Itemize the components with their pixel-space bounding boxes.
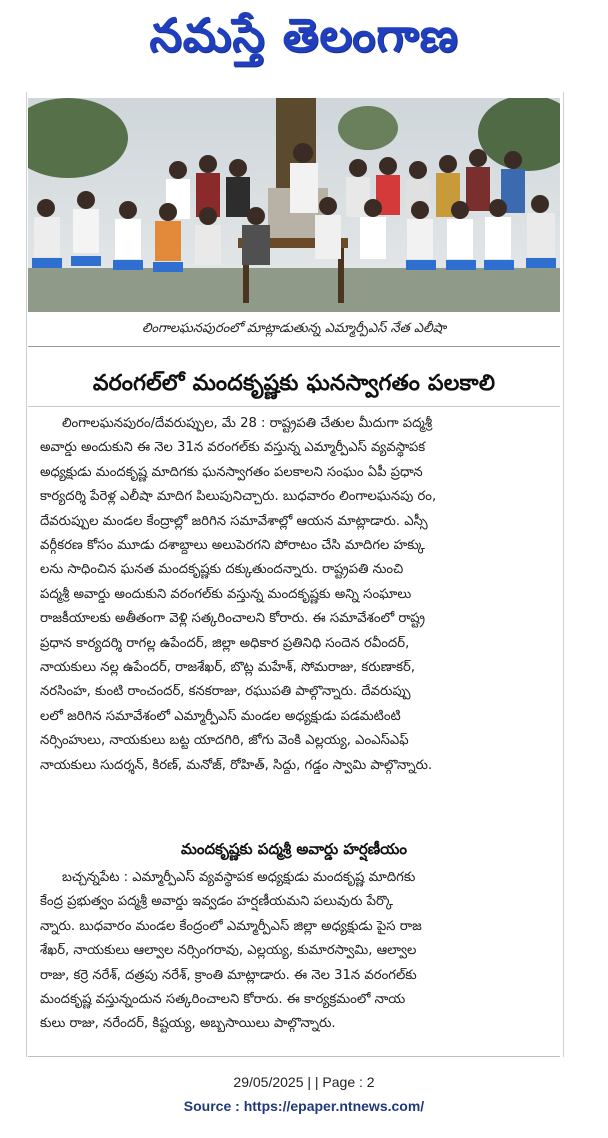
article-body-second <box>40 866 556 1037</box>
body-line: మందకృష్ణ వస్తున్నందున సత్కరించాలని కోరారు. ఈ కార్యక్రమంలో నాయ <box>40 992 406 1008</box>
masthead <box>0 0 608 82</box>
masthead-title: నమస్తే తెలంగాణ <box>149 8 459 62</box>
article-subhead: మందకృష్ణకు పద్మశ్రీ అవార్డు హర్షణీయం <box>180 840 408 858</box>
body-line: లను సాధించిన ఘనత మందకృష్ణకు దక్కుతుందన్నారు. రాష్ట్రపతి నుంచి <box>40 562 404 578</box>
body-line: కులు రాజు, నరేందర్, కిష్టయ్య, అబ్బసాయిలు పాల్గొన్నారు. <box>40 1016 336 1032</box>
article-headline: వరంగల్‌లో మందకృష్ణకు ఘనస్వాగతం పలకాలి <box>92 371 496 396</box>
caption-divider <box>28 346 560 347</box>
body-line: న్నారు. బుధవారం మండల కేంద్రంలో ఎమ్మార్పీఎస్ జిల్లా అధ్యక్షుడు పైస రాజ <box>40 918 422 934</box>
news-photo <box>28 98 560 312</box>
body-line: నరసింహ, కుంటి రాంచందర్, కనకరాజు, రఘుపతి పాల్గొన్నారు. దేవరుప్పు <box>40 684 411 700</box>
body-line: లింగాలఘనపురం/దేవరుప్పుల, మే 28 : రాష్ట్రపతి చేతుల మీదుగా పద్మశ్రీ <box>62 416 433 431</box>
body-line: ప్రధాన కార్యదర్శి రాగల్ల ఉపేందర్, జిల్లా అధికార ప్రతినిధి సందెన రవీందర్, <box>40 635 410 651</box>
headline-divider <box>28 406 560 407</box>
body-line: నాయకులు సుదర్శన్, కిరణ్, మనోజ్, రోహిత్, సిద్దు, గడ్డం స్వామి పాల్గొన్నారు. <box>40 757 433 773</box>
body-line: అవార్డు అందుకుని ఈ నెల 31న వరంగల్‌కు వస్తున్న ఎమ్మార్పీఎస్ వ్యవస్థాపక <box>40 440 426 456</box>
body-line: కేంద్ర ప్రభుత్వం పద్మశ్రీ అవార్డు ఇవ్వడం హర్షణీయమని పలువురు పేర్కొ <box>40 894 393 910</box>
body-line: నర్సింహులు, నాయకులు బట్ట యాదగిరి, జోగు వెంకి ఎల్లయ్య, ఎంఎస్ఎఫ్ <box>40 733 409 749</box>
article-body <box>40 412 556 778</box>
body-line: లలో జరిగిన సమావేశంలో ఎమ్మార్పీఎస్ మండల అధ్యక్షుడు పడమటింటి <box>40 708 401 724</box>
body-line: అధ్యక్షుడు మందకృష్ణ మాదిగకు ఘనస్వాగతం పలకాలని సంఘం ఏపీ ప్రధాన <box>40 464 423 480</box>
clipping-bottom-divider <box>28 1056 560 1057</box>
body-line: నాయకులు నల్ల ఉపేందర్, రాజశేఖర్, బొట్ల మహేశ్, సోమరాజు, కరుణాకర్, <box>40 660 416 676</box>
body-line: రాజు, కర్రె నరేశ్, దత్రపు నరేశ్, క్రాంతి మాట్లాడారు. ఈ నెల 31న వరంగల్‌కు <box>40 967 417 983</box>
body-line: బచ్చన్నపేట : ఎమ్మార్పీఎస్ వ్యవస్థాపక అధ్యక్షుడు మందకృష్ణ మాదిగకు <box>62 870 416 885</box>
footer-date-page: 29/05/2025 | | Page : 2 <box>233 1074 375 1090</box>
group-photo-image <box>28 98 560 312</box>
body-line: రాజకీయాలకు అతీతంగా వెళ్లి సత్కరించాలని కోరారు. ఈ సమావేశంలో రాష్ట్ర <box>40 611 426 627</box>
body-line: వర్గీకరణ కోసం మూడు దశాబ్దాలు అలుపెరగని పోరాటం చేసి మాదిగల హక్కు <box>40 538 425 554</box>
body-line: దేవరుప్పుల మండల కేంద్రాల్లో జరిగిన సమావేశాల్లో ఆయన మాట్లాడారు. ఎస్సీ <box>40 513 428 529</box>
footer-source-link[interactable]: Source : https://epaper.ntnews.com/ <box>183 1098 425 1114</box>
body-line: పద్మశ్రీ అవార్డు అందుకుని వరంగల్‌కు వస్తున్న మందకృష్ణకు అన్ని సంఘాలు <box>40 586 412 602</box>
photo-caption: లింగాలఘనపురంలో మాట్లాడుతున్న ఎమ్మార్పీఎస్ నేత ఎలీషా <box>141 321 447 336</box>
body-line: శేఖర్, నాయకులు ఆల్వాల నర్సింగరావు, ఎల్లయ్య, కుమారస్వామి, ఆల్వాల <box>40 943 417 959</box>
body-line: కార్యదర్శి పేరెళ్ల ఎలీషా మాదిగ పిలుపునిచ్చారు. బుధవారం లింగాలఘనపు రం, <box>40 489 437 505</box>
